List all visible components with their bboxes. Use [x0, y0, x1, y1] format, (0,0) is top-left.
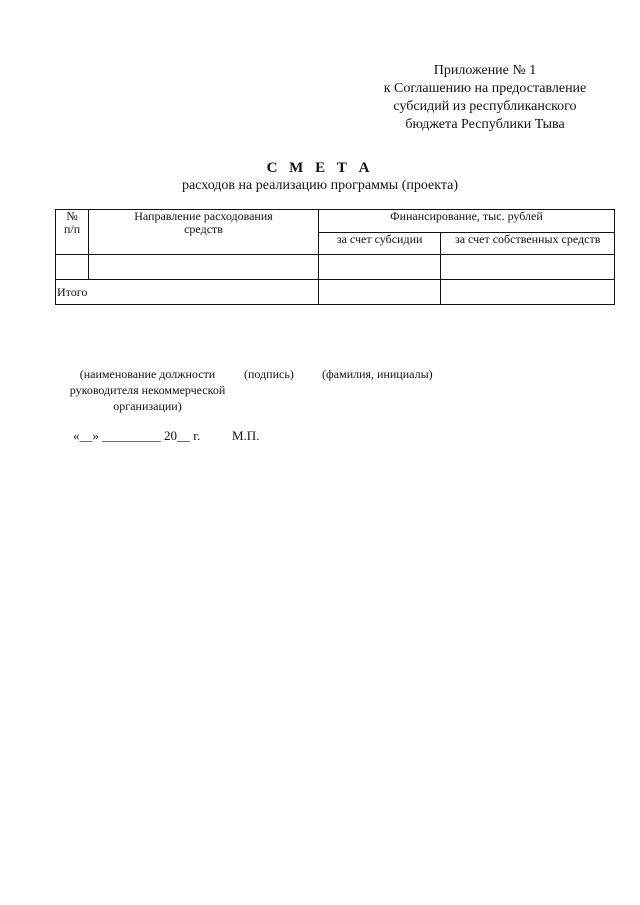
estimate-table [55, 209, 615, 305]
appendix-line-3: субсидий из республиканского [393, 99, 577, 114]
position-line-2: руководителя некоммерческой [69, 383, 226, 397]
appendix-header [370, 62, 600, 134]
row-own-funds-cell[interactable] [441, 255, 615, 280]
total-label: Итого [56, 280, 319, 305]
stamp-label: М.П. [232, 428, 260, 443]
row-number-cell[interactable] [56, 255, 89, 280]
header-number-line-1: № [66, 209, 78, 223]
header-direction-line-1: Направление расходования [134, 209, 273, 223]
header-subsidy-cell: за счет субсидии [318, 233, 440, 255]
signature-position-label [55, 366, 240, 414]
header-financing-cell: Финансирование, тыс. рублей [318, 210, 614, 233]
header-direction-cell [89, 210, 319, 255]
position-line-1: (наименование должности [79, 367, 216, 381]
row-direction-cell[interactable] [89, 255, 319, 280]
date-line: «__» _________ 20__ г. [73, 428, 201, 443]
appendix-line-1: Приложение № 1 [433, 63, 537, 78]
table-total-row [56, 280, 615, 305]
header-direction-line-2: средств [184, 222, 223, 236]
header-number-cell [56, 210, 89, 255]
row-subsidy-cell[interactable] [318, 255, 440, 280]
appendix-line-2: к Соглашению на предоставление [383, 81, 587, 96]
table-header-row [56, 210, 615, 233]
position-line-3: организации) [113, 399, 182, 413]
total-own-funds-cell[interactable] [441, 280, 615, 305]
appendix-line-4: бюджета Республики Тыва [405, 117, 565, 132]
total-subsidy-cell[interactable] [318, 280, 440, 305]
signature-label: (подпись) [244, 367, 294, 381]
document-subtitle: расходов на реализацию программы (проекта) [181, 178, 459, 193]
name-initials-label: (фамилия, инициалы) [322, 367, 433, 381]
table-row [56, 255, 615, 280]
header-own-funds-cell: за счет собственных средств [441, 233, 615, 255]
header-number-line-2: п/п [63, 222, 81, 236]
document-title: С М Е Т А [266, 160, 374, 176]
